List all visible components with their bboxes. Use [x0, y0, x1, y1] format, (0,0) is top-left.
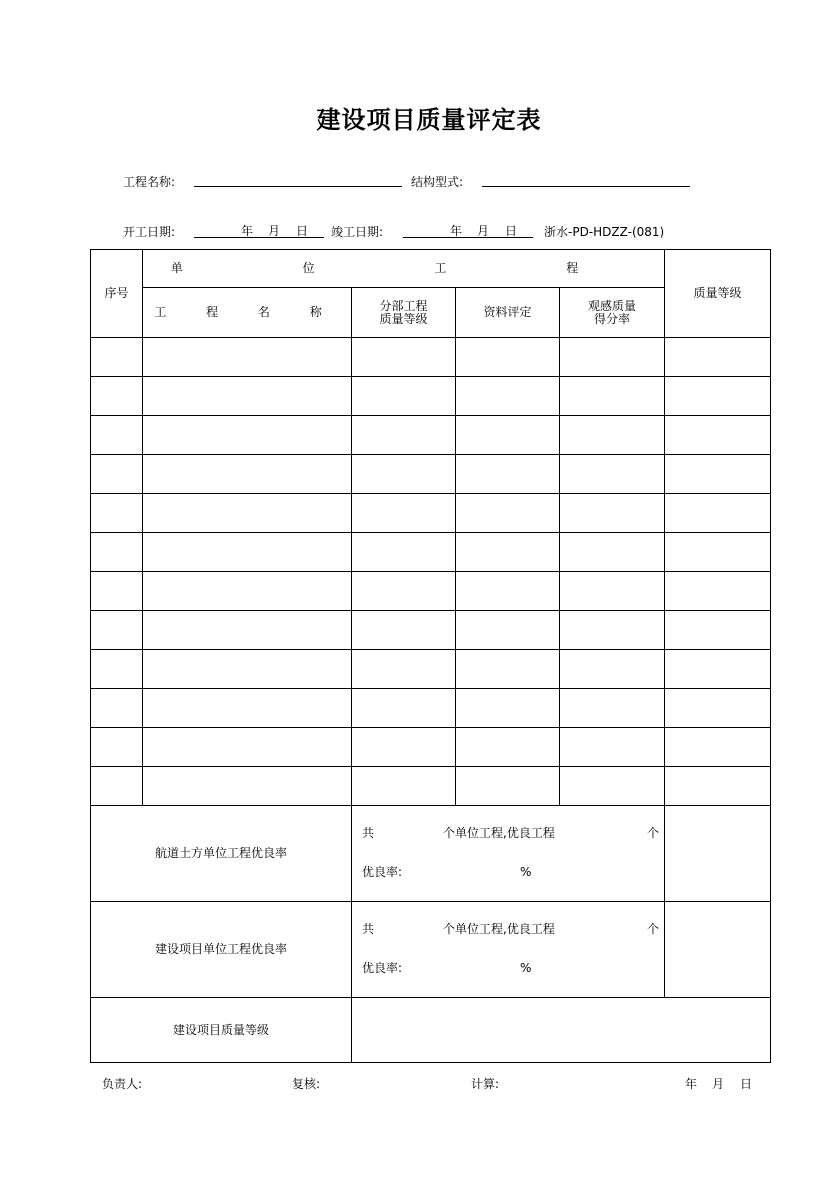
header-quality-grade: 质量等级 — [665, 250, 771, 338]
table-cell[interactable] — [352, 767, 456, 806]
table-cell[interactable] — [91, 494, 143, 533]
table-cell[interactable] — [560, 611, 665, 650]
table-cell[interactable] — [560, 650, 665, 689]
table-cell[interactable] — [91, 533, 143, 572]
table-cell[interactable] — [456, 611, 560, 650]
table-row — [91, 728, 771, 767]
table-cell[interactable] — [560, 533, 665, 572]
table-cell[interactable] — [456, 533, 560, 572]
table-cell[interactable] — [352, 611, 456, 650]
table-cell[interactable] — [143, 689, 352, 728]
start-date-label: 开工日期: — [123, 225, 176, 239]
table-cell[interactable] — [91, 377, 143, 416]
table-cell[interactable] — [665, 533, 771, 572]
table-cell[interactable] — [91, 572, 143, 611]
header-appearance: 观感质量 得分率 — [560, 288, 665, 338]
table-cell[interactable] — [560, 572, 665, 611]
footer-date-month: 月 — [712, 1077, 725, 1091]
table-cell[interactable] — [91, 728, 143, 767]
table-cell[interactable] — [352, 338, 456, 377]
table-cell[interactable] — [352, 689, 456, 728]
table-cell[interactable] — [352, 455, 456, 494]
table-row — [91, 572, 771, 611]
project-grade-label: 建设项目质量等级 — [91, 998, 352, 1063]
table-row — [91, 689, 771, 728]
table-cell[interactable] — [352, 533, 456, 572]
table-row — [91, 533, 771, 572]
table-row — [91, 650, 771, 689]
table-cell[interactable] — [456, 416, 560, 455]
table-cell[interactable] — [352, 377, 456, 416]
form-code: 浙水-PD-HDZZ-(081) — [544, 225, 665, 239]
quality-table — [90, 249, 771, 1063]
table-cell[interactable] — [560, 338, 665, 377]
table-cell[interactable] — [91, 689, 143, 728]
table-cell[interactable] — [143, 650, 352, 689]
table-cell[interactable] — [560, 494, 665, 533]
form-title: 建设项目质量评定表 — [316, 106, 542, 134]
footer-date-day: 日 — [740, 1077, 753, 1091]
table-cell[interactable] — [665, 494, 771, 533]
table-cell[interactable] — [143, 416, 352, 455]
footer-calculator: 计算: — [471, 1077, 500, 1091]
table-cell[interactable] — [665, 377, 771, 416]
table-cell[interactable] — [352, 650, 456, 689]
table-cell[interactable] — [456, 728, 560, 767]
table-cell[interactable] — [560, 455, 665, 494]
table-cell[interactable] — [560, 377, 665, 416]
summary-stat-project[interactable]: 共 个单位工程,优良工程 个 优良率: % — [352, 902, 665, 998]
table-cell[interactable] — [143, 728, 352, 767]
table-row — [91, 767, 771, 806]
header-seq: 序号 — [91, 250, 143, 338]
summary-grade-project[interactable] — [665, 902, 771, 998]
project-name-field[interactable] — [194, 186, 402, 187]
table-cell[interactable] — [665, 611, 771, 650]
table-cell[interactable] — [456, 572, 560, 611]
table-cell[interactable] — [143, 338, 352, 377]
header-unit-project: 单 位 工 程 — [143, 250, 665, 288]
table-row — [91, 494, 771, 533]
start-date-day: 日 — [296, 224, 309, 238]
table-cell[interactable] — [143, 572, 352, 611]
table-cell[interactable] — [665, 455, 771, 494]
project-grade-value[interactable] — [352, 998, 771, 1063]
table-row — [91, 416, 771, 455]
table-cell[interactable] — [456, 494, 560, 533]
table-cell[interactable] — [456, 377, 560, 416]
table-cell[interactable] — [143, 494, 352, 533]
table-cell[interactable] — [665, 650, 771, 689]
summary-stat-earthwork[interactable]: 共 个单位工程,优良工程 个 优良率: % — [352, 806, 665, 902]
table-cell[interactable] — [352, 494, 456, 533]
summary-label-project: 建设项目单位工程优良率 — [91, 902, 352, 998]
table-body — [91, 338, 771, 806]
footer-date-year: 年 — [685, 1077, 698, 1091]
table-cell[interactable] — [143, 455, 352, 494]
start-date-month: 月 — [268, 224, 281, 238]
summary-grade-earthwork[interactable] — [665, 806, 771, 902]
table-cell[interactable] — [352, 572, 456, 611]
table-row — [91, 611, 771, 650]
table-cell[interactable] — [456, 338, 560, 377]
table-row — [91, 455, 771, 494]
table-cell[interactable] — [143, 533, 352, 572]
end-date-year: 年 — [450, 224, 463, 238]
table-cell[interactable] — [560, 416, 665, 455]
table-cell[interactable] — [143, 767, 352, 806]
table-row — [91, 377, 771, 416]
table-cell[interactable] — [665, 338, 771, 377]
table-cell[interactable] — [352, 728, 456, 767]
table-row — [91, 338, 771, 377]
table-cell[interactable] — [665, 728, 771, 767]
structure-type-label: 结构型式: — [411, 175, 464, 189]
table-cell[interactable] — [91, 455, 143, 494]
end-date-month: 月 — [477, 224, 490, 238]
table-cell[interactable] — [143, 377, 352, 416]
table-cell[interactable] — [91, 416, 143, 455]
summary-label-earthwork: 航道土方单位工程优良率 — [91, 806, 352, 902]
table-cell[interactable] — [456, 650, 560, 689]
table-cell[interactable] — [91, 611, 143, 650]
footer-reviewer: 复核: — [292, 1077, 321, 1091]
table-cell[interactable] — [560, 728, 665, 767]
table-cell[interactable] — [91, 650, 143, 689]
header-project-name: 工 程 名 称 — [143, 288, 352, 338]
table-cell[interactable] — [665, 767, 771, 806]
project-name-label: 工程名称: — [123, 175, 176, 189]
table-cell[interactable] — [665, 572, 771, 611]
table-cell[interactable] — [456, 689, 560, 728]
end-date-day: 日 — [505, 224, 518, 238]
start-date-year: 年 — [241, 224, 254, 238]
table-cell[interactable] — [91, 767, 143, 806]
table-cell[interactable] — [560, 767, 665, 806]
end-date-label: 竣工日期: — [331, 225, 384, 239]
header-division-grade: 分部工程 质量等级 — [352, 288, 456, 338]
table-cell[interactable] — [352, 416, 456, 455]
table-cell[interactable] — [456, 455, 560, 494]
table-cell[interactable] — [143, 611, 352, 650]
table-cell[interactable] — [560, 689, 665, 728]
table-cell[interactable] — [456, 767, 560, 806]
table-cell[interactable] — [665, 416, 771, 455]
structure-type-field[interactable] — [482, 186, 690, 187]
header-document-eval: 资料评定 — [456, 288, 560, 338]
footer-responsible: 负责人: — [102, 1077, 143, 1091]
table-cell[interactable] — [91, 338, 143, 377]
table-cell[interactable] — [665, 689, 771, 728]
